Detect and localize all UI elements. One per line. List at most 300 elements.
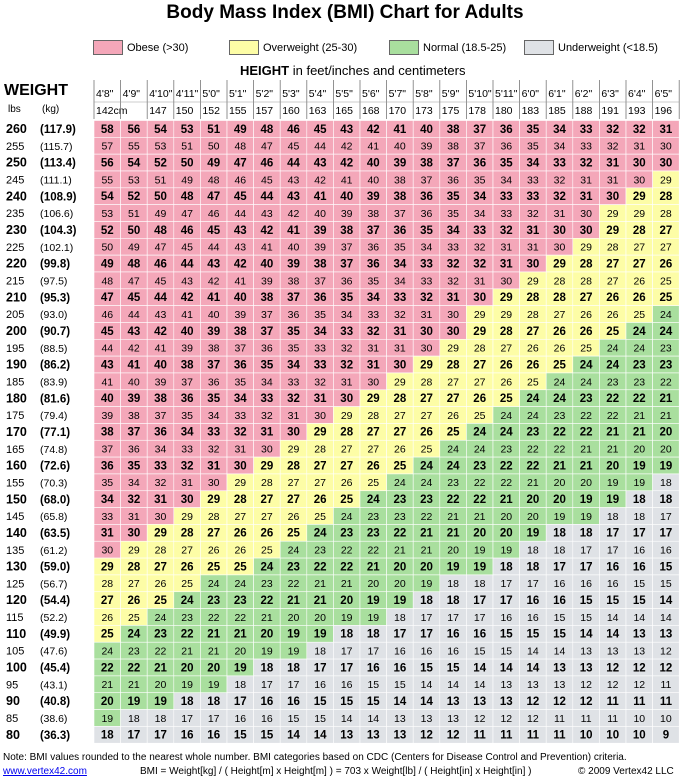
bmi-value: 24 (394, 477, 406, 490)
bmi-value: 30 (526, 258, 540, 271)
bmi-value: 17 (420, 611, 433, 624)
weight-lbs-label: 135 (6, 544, 25, 557)
bmi-value: 29 (287, 443, 300, 456)
bmi-value: 21 (660, 409, 672, 422)
bmi-value: 20 (527, 510, 539, 523)
weight-lbs-label: 160 (6, 458, 27, 473)
bmi-value: 29 (606, 224, 620, 237)
bmi-value: 23 (659, 359, 673, 372)
height-cm-label: 165 (335, 105, 353, 117)
bmi-value: 32 (447, 275, 459, 288)
weight-kg-label: (59.0) (40, 561, 71, 574)
bmi-value: 26 (340, 477, 353, 490)
bmi-value: 32 (287, 393, 300, 406)
bmi-value: 32 (180, 460, 194, 473)
height-cm-label: 147 (149, 105, 167, 117)
weight-kg-label: (83.9) (40, 376, 68, 389)
bmi-value: 14 (313, 729, 327, 742)
bmi-value: 30 (659, 157, 673, 170)
website-link[interactable]: www.vertex42.com (3, 766, 87, 777)
bmi-value: 32 (527, 207, 539, 220)
bmi-value: 53 (154, 140, 167, 153)
bmi-value: 20 (500, 510, 513, 523)
bmi-value: 22 (606, 393, 620, 406)
bmi-value: 49 (207, 157, 221, 170)
bmi-value: 26 (606, 292, 620, 305)
bmi-value: 15 (314, 712, 326, 725)
bmi-value: 22 (553, 443, 566, 456)
bmi-value: 13 (553, 679, 566, 692)
bmi-value: 30 (473, 292, 487, 305)
bmi-value: 42 (233, 258, 247, 271)
bmi-value: 13 (606, 645, 619, 658)
bmi-value: 13 (580, 645, 592, 658)
bmi-value: 17 (606, 544, 619, 557)
bmi-value: 46 (207, 207, 220, 220)
bmi-value: 33 (234, 409, 247, 422)
bmi-value: 20 (420, 561, 433, 574)
bmi-value: 13 (393, 729, 407, 742)
bmi-value: 13 (553, 662, 566, 675)
bmi-value: 30 (154, 510, 167, 523)
bmi-value: 34 (340, 308, 353, 321)
bmi-value: 38 (340, 224, 354, 237)
bmi-value: 40 (420, 123, 433, 136)
bmi-value: 18 (260, 662, 274, 675)
bmi-value: 37 (340, 258, 354, 271)
weight-lbs-label: 250 (6, 155, 27, 170)
bmi-value: 13 (527, 679, 539, 692)
bmi-value: 13 (420, 712, 433, 725)
weight-kg-label: (77.1) (40, 426, 71, 439)
height-ft-label: 4'8" (96, 88, 114, 100)
bmi-value: 21 (420, 527, 433, 540)
bmi-value: 29 (660, 174, 672, 187)
bmi-value: 37 (260, 325, 274, 338)
weight-kg-label: (97.5) (40, 275, 68, 288)
bmi-value: 29 (234, 477, 247, 490)
bmi-value: 24 (606, 342, 619, 355)
bmi-value: 25 (154, 595, 167, 608)
bmi-value: 26 (420, 426, 433, 439)
bmi-value: 37 (340, 241, 353, 254)
bmi-value: 50 (127, 224, 141, 237)
bmi-value: 15 (660, 578, 672, 591)
bmi-value: 29 (128, 544, 140, 557)
bmi-value: 35 (234, 376, 247, 389)
bmi-value: 57 (101, 140, 114, 153)
bmi-value: 34 (393, 258, 407, 271)
bmi-value: 34 (526, 157, 540, 170)
bmi-value: 45 (233, 191, 247, 204)
bmi-value: 17 (553, 561, 566, 574)
bmi-value: 35 (527, 140, 539, 153)
weight-lbs-label: 210 (6, 290, 27, 305)
bmi-value: 45 (207, 224, 221, 237)
weight-kg-label: (49.9) (40, 628, 71, 641)
weight-kg-label: (95.3) (40, 292, 71, 305)
bmi-value: 29 (154, 527, 167, 540)
bmi-value: 11 (526, 729, 539, 742)
bmi-value: 27 (447, 376, 459, 389)
bmi-value: 46 (101, 308, 114, 321)
bmi-value: 18 (420, 595, 433, 608)
bmi-value: 39 (393, 157, 407, 170)
bmi-value: 43 (154, 308, 167, 321)
bmi-value: 28 (127, 561, 141, 574)
height-cm-label: 152 (202, 105, 220, 117)
height-ft-label: 4'9" (122, 88, 141, 100)
bmi-value: 42 (340, 140, 353, 153)
bmi-value: 18 (633, 510, 646, 523)
weight-kg-label: (99.8) (40, 258, 71, 271)
bmi-value: 41 (154, 342, 167, 355)
bmi-value: 20 (367, 578, 380, 591)
bmi-value: 19 (580, 510, 592, 523)
bmi-value: 36 (207, 376, 220, 389)
height-ft-label: 5'5" (335, 88, 353, 100)
bmi-value: 12 (606, 679, 619, 692)
bmi-value: 42 (154, 325, 167, 338)
bmi-value: 16 (580, 578, 592, 591)
bmi-value: 25 (287, 527, 300, 540)
bmi-value: 36 (420, 207, 433, 220)
bmi-value: 28 (393, 393, 407, 406)
bmi-value: 35 (260, 359, 274, 372)
bmi-value: 28 (446, 359, 460, 372)
bmi-value: 15 (446, 662, 460, 675)
bmi-value: 28 (314, 443, 326, 456)
bmi-value: 40 (233, 292, 247, 305)
bmi-value: 19 (367, 611, 380, 624)
bmi-value: 17 (660, 510, 672, 523)
bmi-value: 47 (233, 157, 247, 170)
bmi-value: 16 (660, 544, 672, 557)
bmi-value: 48 (180, 191, 194, 204)
height-cm-label: 180 (495, 105, 513, 117)
bmi-value: 29 (499, 292, 513, 305)
bmi-value: 48 (127, 258, 141, 271)
bmi-value: 14 (420, 696, 433, 709)
bmi-value: 43 (313, 157, 327, 170)
bmi-value: 22 (367, 544, 380, 557)
bmi-value: 27 (632, 258, 646, 271)
bmi-value: 43 (233, 224, 247, 237)
weight-lbs-label: 175 (6, 410, 25, 423)
bmi-value: 45 (313, 123, 327, 136)
height-ft-label: 5'1" (229, 88, 247, 100)
bmi-value: 24 (207, 578, 220, 591)
bmi-value: 34 (500, 174, 513, 187)
bmi-value: 30 (633, 174, 646, 187)
bmi-value: 26 (473, 393, 487, 406)
bmi-value: 11 (554, 712, 565, 725)
bmi-value: 27 (394, 409, 406, 422)
bmi-value: 20 (260, 628, 274, 641)
bmi-value: 13 (473, 696, 487, 709)
bmi-value: 40 (260, 258, 274, 271)
bmi-value: 18 (527, 544, 539, 557)
bmi-value: 21 (446, 527, 460, 540)
bmi-value: 21 (579, 460, 593, 473)
bmi-value: 33 (287, 376, 300, 389)
weight-kg-label: (70.3) (40, 477, 68, 490)
bmi-value: 20 (447, 544, 459, 557)
bmi-value: 34 (233, 393, 247, 406)
bmi-value: 35 (447, 207, 459, 220)
bmi-value: 34 (313, 325, 327, 338)
bmi-value: 26 (313, 494, 327, 507)
bmi-value: 47 (154, 241, 167, 254)
bmi-value: 55 (128, 140, 140, 153)
bmi-value: 21 (366, 561, 380, 574)
bmi-value: 26 (579, 325, 593, 338)
bmi-value: 33 (340, 325, 354, 338)
bmi-value: 38 (260, 292, 274, 305)
bmi-value: 19 (500, 544, 513, 557)
bmi-value: 28 (526, 292, 540, 305)
bmi-value: 21 (314, 578, 326, 591)
bmi-value: 29 (500, 308, 513, 321)
bmi-value: 35 (473, 174, 486, 187)
bmi-value: 27 (473, 359, 487, 372)
bmi-value: 35 (394, 241, 406, 254)
bmi-value: 37 (154, 409, 167, 422)
bmi-value: 24 (234, 578, 247, 591)
bmi-value: 25 (420, 443, 433, 456)
bmi-value: 34 (394, 275, 406, 288)
bmi-value: 24 (313, 527, 327, 540)
weight-lbs-label: 195 (6, 342, 25, 355)
bmi-value: 23 (660, 342, 672, 355)
bmi-value: 15 (633, 578, 646, 591)
bmi-value: 37 (127, 426, 141, 439)
bmi-value: 32 (420, 292, 433, 305)
bmi-value: 25 (473, 409, 486, 422)
bmi-value: 40 (314, 207, 326, 220)
bmi-value: 44 (207, 241, 220, 254)
bmi-value: 28 (340, 426, 354, 439)
bmi-value: 28 (261, 477, 273, 490)
bmi-value: 26 (659, 258, 673, 271)
bmi-value: 23 (632, 359, 646, 372)
bmi-value: 16 (287, 696, 300, 709)
bmi-value: 20 (633, 443, 646, 456)
bmi-value: 25 (181, 578, 193, 591)
bmi-value: 16 (473, 628, 487, 641)
bmi-value: 20 (234, 645, 247, 658)
bmi-value: 39 (420, 140, 433, 153)
bmi-value: 29 (100, 561, 114, 574)
bmi-value: 13 (340, 729, 354, 742)
bmi-value: 29 (260, 460, 274, 473)
bmi-value: 45 (100, 325, 114, 338)
bmi-value: 12 (420, 729, 433, 742)
bmi-value: 33 (420, 275, 433, 288)
bmi-value: 12 (446, 729, 460, 742)
bmi-value: 38 (420, 157, 433, 170)
bmi-value: 14 (606, 611, 619, 624)
bmi-value: 24 (447, 443, 459, 456)
bmi-value: 31 (287, 409, 300, 422)
bmi-value: 40 (100, 393, 114, 406)
bmi-value: 13 (500, 679, 513, 692)
copyright: © 2009 Vertex42 LLC (578, 766, 674, 777)
bmi-value: 36 (128, 443, 140, 456)
bmi-value: 41 (234, 275, 247, 288)
bmi-value: 40 (180, 325, 194, 338)
bmi-value: 30 (660, 140, 672, 153)
weight-kg-label: (74.8) (40, 443, 68, 456)
bmi-value: 19 (233, 662, 247, 675)
bmi-value: 47 (100, 292, 114, 305)
bmi-value: 35 (314, 308, 326, 321)
height-cm-label: 142cm (96, 105, 128, 117)
bmi-value: 53 (101, 207, 114, 220)
weight-kg-label: (90.7) (40, 325, 71, 338)
weight-lbs-label: 125 (6, 578, 25, 591)
bmi-value: 19 (659, 460, 673, 473)
legend-label-normal: Normal (18.5-25) (423, 41, 507, 54)
bmi-value: 50 (180, 157, 194, 170)
bmi-value: 28 (659, 191, 673, 204)
bmi-value: 43 (127, 325, 141, 338)
bmi-value: 39 (207, 325, 221, 338)
legend-label-obese: Obese (>30) (127, 41, 189, 54)
weight-lbs-label: 215 (6, 275, 25, 288)
bmi-value: 21 (101, 679, 114, 692)
bmi-value: 31 (420, 308, 433, 321)
bmi-value: 14 (340, 712, 353, 725)
bmi-value: 26 (632, 292, 646, 305)
bmi-value: 11 (553, 729, 566, 742)
bmi-value: 31 (394, 342, 406, 355)
bmi-value: 11 (473, 729, 486, 742)
bmi-value: 36 (499, 123, 513, 136)
weight-lbs-label: 205 (6, 309, 25, 322)
bmi-value: 29 (473, 308, 486, 321)
bmi-value: 17 (659, 527, 673, 540)
bmi-value: 45 (127, 292, 141, 305)
bmi-value: 23 (340, 527, 354, 540)
bmi-value: 14 (579, 628, 593, 641)
bmi-value: 27 (128, 578, 140, 591)
bmi-value: 43 (340, 123, 354, 136)
bmi-value: 31 (473, 275, 486, 288)
bmi-value: 21 (128, 679, 140, 692)
bmi-value: 41 (127, 359, 141, 372)
bmi-value: 36 (287, 308, 300, 321)
bmi-value: 31 (579, 191, 593, 204)
bmi-value: 29 (313, 426, 327, 439)
bmi-value: 42 (314, 174, 326, 187)
bmi-value: 33 (154, 460, 167, 473)
bmi-value: 26 (207, 544, 220, 557)
height-ft-label: 5'3" (282, 88, 300, 100)
bmi-value: 22 (473, 494, 487, 507)
bmi-value: 29 (366, 393, 380, 406)
bmi-value: 28 (473, 342, 486, 355)
bmi-value: 23 (233, 595, 247, 608)
bmi-value: 18 (446, 595, 460, 608)
height-cm-label: 193 (628, 105, 646, 117)
bmi-value: 30 (367, 376, 380, 389)
bmi-value: 15 (394, 679, 406, 692)
bmi-value: 50 (101, 241, 114, 254)
bmi-value: 22 (100, 662, 114, 675)
bmi-value: 17 (473, 595, 487, 608)
weight-lbs-label: 240 (6, 189, 27, 204)
weight-kg-label: (106.6) (40, 208, 74, 221)
bmi-value: 24 (553, 376, 566, 389)
bmi-value: 27 (633, 241, 646, 254)
bmi-value: 26 (366, 460, 380, 473)
bmi-value: 46 (287, 123, 300, 136)
bmi-value: 46 (154, 258, 167, 271)
bmi-value: 44 (154, 292, 167, 305)
bmi-value: 27 (366, 426, 380, 439)
bmi-value: 39 (366, 191, 380, 204)
bmi-value: 25 (553, 359, 566, 372)
bmi-value: 24 (579, 359, 593, 372)
height-ft-label: 6'2" (574, 88, 593, 100)
bmi-value: 40 (207, 308, 220, 321)
bmi-value: 41 (181, 308, 193, 321)
bmi-value: 15 (580, 611, 592, 624)
weight-kg-label: (43.1) (40, 679, 68, 692)
bmi-value: 19 (579, 494, 593, 507)
bmi-value: 41 (207, 292, 221, 305)
bmi-value: 33 (499, 191, 513, 204)
bmi-value: 37 (394, 207, 406, 220)
bmi-value: 37 (473, 123, 487, 136)
bmi-value: 14 (553, 645, 566, 658)
bmi-value: 40 (287, 241, 300, 254)
bmi-value: 30 (579, 224, 593, 237)
bmi-value: 34 (473, 207, 486, 220)
bmi-value: 27 (420, 409, 433, 422)
bmi-value: 35 (499, 157, 513, 170)
bmi-value: 30 (207, 477, 220, 490)
bmi-value: 53 (128, 174, 140, 187)
lbs-label: lbs (8, 104, 21, 115)
bmi-value: 27 (500, 342, 513, 355)
bmi-value: 52 (127, 191, 141, 204)
bmi-value: 11 (660, 679, 672, 692)
bmi-value: 25 (393, 460, 407, 473)
bmi-value: 33 (526, 191, 540, 204)
bmi-value: 19 (420, 578, 433, 591)
bmi-value: 36 (233, 359, 247, 372)
bmi-value: 16 (553, 595, 566, 608)
bmi-value: 33 (527, 174, 539, 187)
bmi-value: 17 (340, 645, 353, 658)
bmi-value: 39 (154, 376, 167, 389)
bmi-value: 28 (606, 241, 619, 254)
bmi-value: 25 (659, 292, 673, 305)
bmi-value: 39 (181, 342, 193, 355)
bmi-value: 38 (180, 359, 194, 372)
bmi-value: 27 (606, 258, 620, 271)
bmi-value: 50 (154, 191, 167, 204)
bmi-value: 27 (446, 393, 460, 406)
bmi-value: 32 (154, 477, 167, 490)
bmi-value: 22 (499, 460, 513, 473)
weight-kg-label: (61.2) (40, 544, 68, 557)
bmi-value: 26 (499, 359, 513, 372)
weight-lbs-label: 155 (6, 477, 25, 490)
weight-lbs-label: 255 (6, 140, 25, 153)
